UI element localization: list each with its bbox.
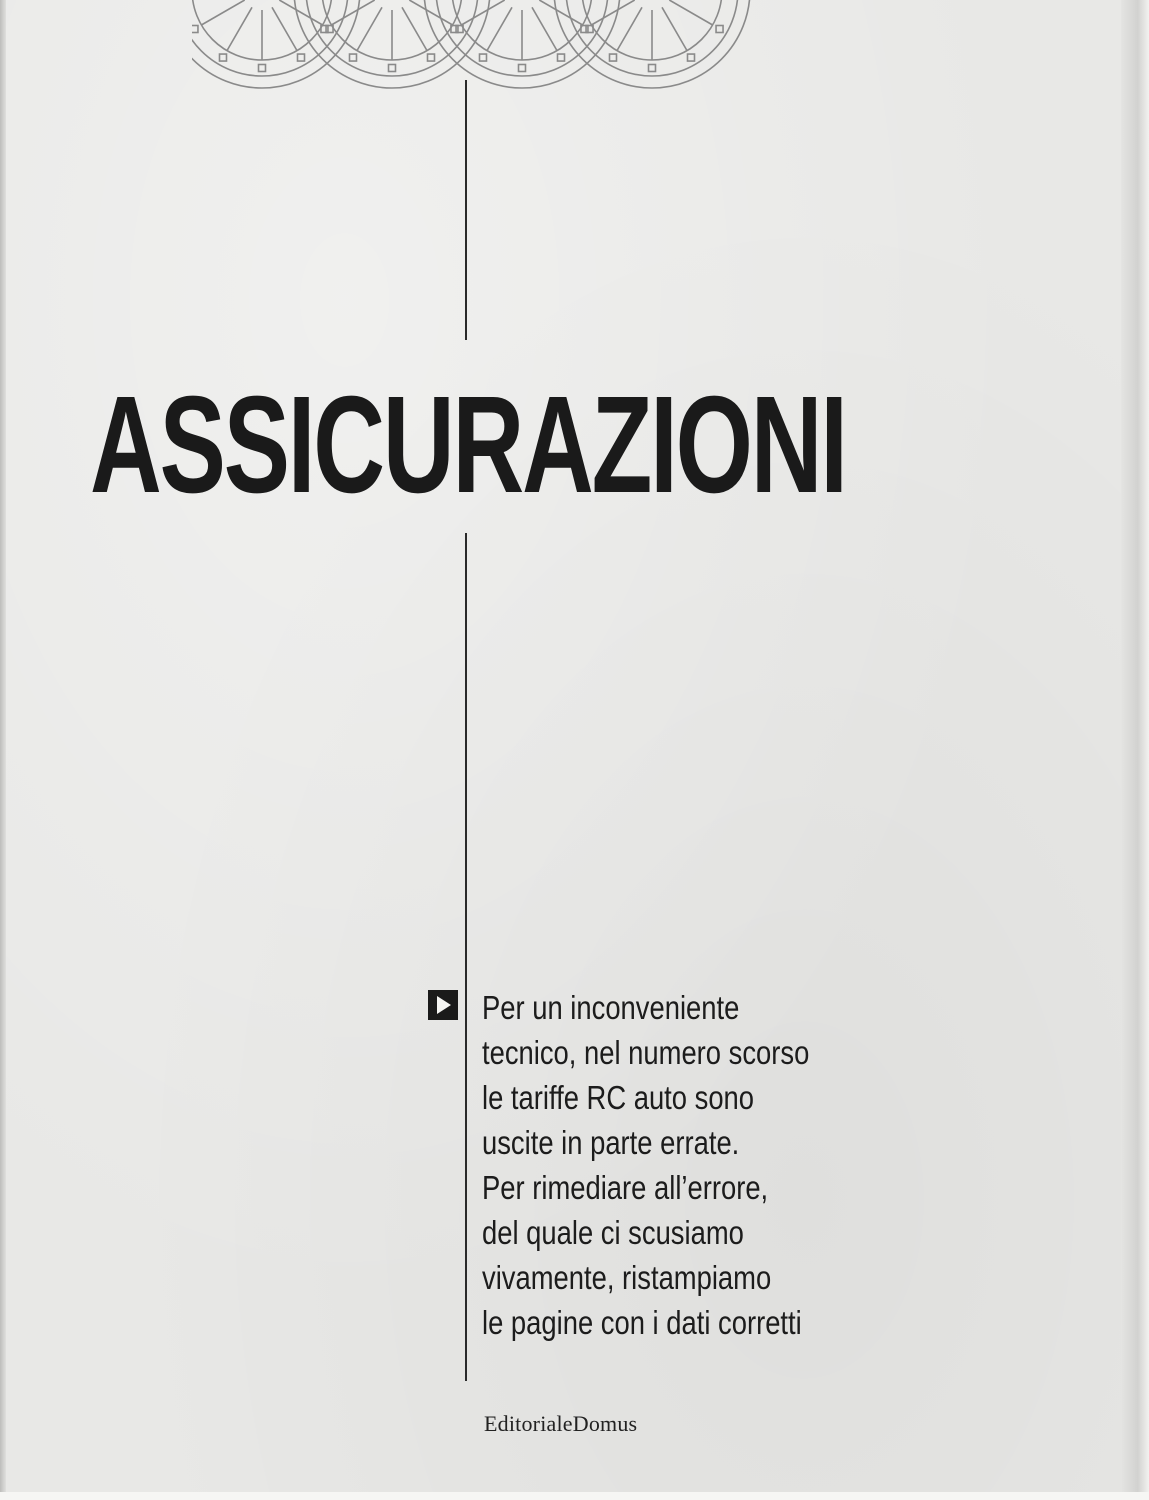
rosette-ornament-icon <box>192 0 752 92</box>
headline-container <box>90 365 1080 525</box>
page-left-edge <box>0 0 6 1500</box>
triangle-right-icon <box>428 990 458 1020</box>
correction-notice: Per un inconveniente tecnico, nel numero scorso le tariffe RC auto sono uscite in parte errate. Per rimediare all’errore, del quale ci scusiamo vivamente, ristampiamo le pagine con i dati corretti <box>482 989 810 1341</box>
page-bottom-edge <box>0 1492 1149 1500</box>
page-right-edge <box>1121 0 1149 1500</box>
publisher-logo: EditorialeDomus <box>484 1411 638 1436</box>
headline: ASSICURAZIONI <box>90 368 846 522</box>
vertical-rule-bottom <box>465 533 467 1381</box>
vertical-rule-top <box>465 80 467 340</box>
